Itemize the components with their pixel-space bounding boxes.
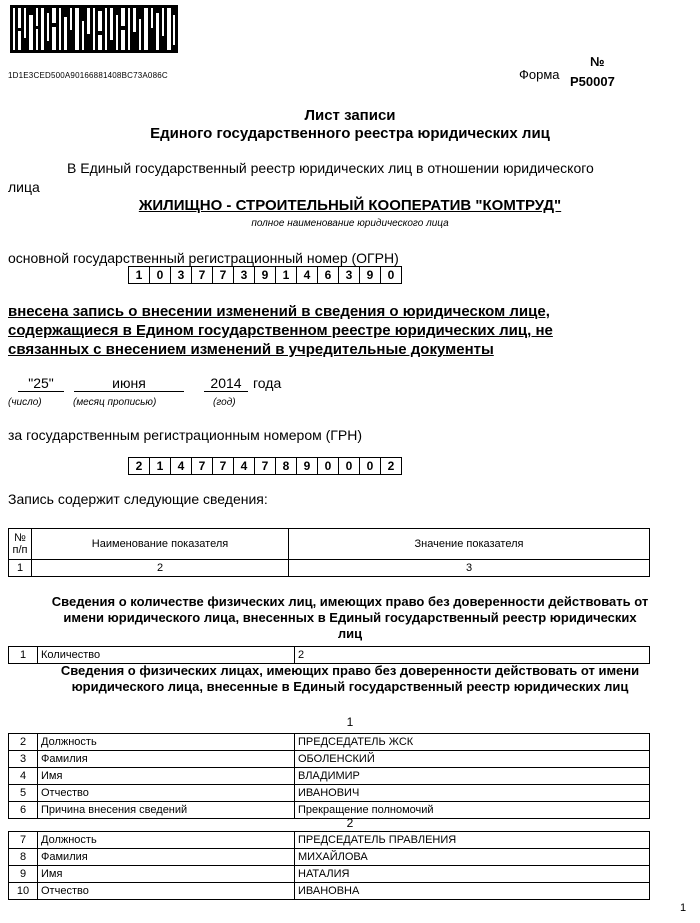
ogrn-digit: 7: [192, 267, 213, 283]
ogrn-digit: 1: [276, 267, 297, 283]
grn-digit: 0: [339, 458, 360, 474]
date-month: июня: [74, 375, 184, 392]
table-row: [9, 832, 650, 849]
grn-digit: 7: [255, 458, 276, 474]
grn-digit: 0: [318, 458, 339, 474]
table-row: [9, 785, 650, 802]
table-row: [9, 768, 650, 785]
entry-statement: внесена запись о внесении изменений в сведения о юридическом лице, содержащиеся в Едином государственном реестре юридических лиц, не связанных с внесением изменений в учредительные документы: [8, 303, 553, 358]
header-index-1: 1: [9, 560, 32, 577]
contains-label: Запись содержит следующие сведения:: [8, 491, 268, 507]
grn-digit: 0: [360, 458, 381, 474]
row-number: 9: [9, 866, 38, 883]
header-col-value: Значение показателя: [289, 529, 650, 560]
section-persons-title: Сведения о физических лицах, имеющих право без доверенности действовать от имени юридического лица, внесенные в Единый государственный реестр юридических лиц: [60, 663, 640, 694]
ogrn-digit: 3: [171, 267, 192, 283]
date-month-hint: (месяц прописью): [73, 397, 157, 408]
date-day: "25": [18, 375, 64, 392]
count-table: [8, 646, 650, 664]
date-suffix: года: [253, 375, 282, 391]
grn-digit: 8: [276, 458, 297, 474]
ogrn-digit: 6: [318, 267, 339, 283]
row-number: 6: [9, 802, 38, 819]
person-1-label: 1: [346, 715, 354, 729]
row-value: НАТАЛИЯ: [295, 866, 650, 883]
row-value: ПРЕДСЕДАТЕЛЬ ПРАВЛЕНИЯ: [295, 832, 650, 849]
row-name: Отчество: [38, 785, 295, 802]
grn-digit: 9: [297, 458, 318, 474]
grn-digit: 2: [129, 458, 150, 474]
ogrn-label: основной государственный регистрационный номер (ОГРН): [8, 250, 399, 266]
ogrn-digit: 3: [339, 267, 360, 283]
document-code: 1D1E3CED500A90166881408BC73A086C: [8, 71, 168, 80]
row-name: Имя: [38, 768, 295, 785]
header-index-3: 3: [289, 560, 650, 577]
page-title: Лист записи: [304, 107, 396, 124]
table-row: [9, 866, 650, 883]
row-number: 7: [9, 832, 38, 849]
row-name: Фамилия: [38, 751, 295, 768]
page-subtitle: Единого государственного реестра юридических лиц: [150, 125, 550, 142]
grn-digit: 1: [150, 458, 171, 474]
table-row: [9, 751, 650, 768]
row-number: 2: [9, 734, 38, 751]
ogrn-digit: 3: [234, 267, 255, 283]
row-name: Отчество: [38, 883, 295, 900]
table-row: [9, 849, 650, 866]
person-2-label: 2: [346, 816, 354, 830]
header-row: [9, 529, 650, 560]
organization-name: [0, 197, 700, 214]
header-table: [8, 528, 650, 577]
ogrn-digit: 0: [387, 268, 395, 282]
person-2-table: [8, 831, 650, 900]
table-row: [9, 883, 650, 900]
row-value: ИВАНОВИЧ: [295, 785, 650, 802]
grn-digit: 4: [171, 458, 192, 474]
row-number: 1: [9, 647, 38, 664]
row-number: 3: [9, 751, 38, 768]
row-name: Количество: [38, 647, 295, 664]
date-year-hint: (год): [213, 397, 236, 408]
header-col-number: № п/п: [9, 529, 32, 560]
grn-digit: 7: [192, 458, 213, 474]
intro-line-2: лица: [8, 179, 40, 195]
row-value: 2: [295, 647, 650, 664]
organization-name-text: ЖИЛИЩНО - СТРОИТЕЛЬНЫЙ КООПЕРАТИВ "КОМТРУД": [138, 197, 562, 214]
grn-digit: 7: [213, 458, 234, 474]
row-number: 5: [9, 785, 38, 802]
ogrn-digit: 9: [255, 267, 276, 283]
row-name: Должность: [38, 832, 295, 849]
header-col-name: Наименование показателя: [32, 529, 289, 560]
row-name: Имя: [38, 866, 295, 883]
header-index-row: [9, 560, 650, 577]
row-name: Должность: [38, 734, 295, 751]
table-row: [9, 734, 650, 751]
section-count-title: Сведения о количестве физических лиц, имеющих право без доверенности действовать от имени юридического лица, внесенных в Единый государственный реестр юридических лиц: [51, 594, 649, 641]
row-number: 10: [9, 883, 38, 900]
page-number: 1: [680, 902, 687, 914]
row-value: МИХАЙЛОВА: [295, 849, 650, 866]
barcode-image: [10, 5, 178, 53]
ogrn-digit: 0: [150, 267, 171, 283]
date-year: 2014: [204, 375, 248, 392]
row-value: ПРЕДСЕДАТЕЛЬ ЖСК: [295, 734, 650, 751]
form-number-sign: №: [590, 54, 605, 69]
row-value: ВЛАДИМИР: [295, 768, 650, 785]
organization-name-caption: полное наименование юридического лица: [251, 218, 449, 229]
row-number: 8: [9, 849, 38, 866]
table-row: [9, 647, 650, 664]
ogrn-digit: 4: [297, 267, 318, 283]
form-label: Форма: [519, 67, 560, 82]
date-day-hint: (число): [8, 397, 42, 408]
row-value: ОБОЛЕНСКИЙ: [295, 751, 650, 768]
ogrn-digit: 9: [360, 267, 381, 283]
person-1-table: [8, 733, 650, 819]
ogrn-digit: 1: [129, 267, 150, 283]
header-index-2: 2: [32, 560, 289, 577]
grn-label: за государственным регистрационным номером (ГРН): [8, 427, 362, 443]
grn-digit: 2: [387, 459, 395, 473]
ogrn-digit: 7: [213, 267, 234, 283]
row-number: 4: [9, 768, 38, 785]
ogrn-digits: [128, 266, 402, 284]
intro-line-1: В Единый государственный реестр юридических лиц в отношении юридического: [67, 160, 594, 176]
form-number: Р50007: [570, 74, 615, 89]
row-value: Прекращение полномочий: [295, 802, 650, 819]
row-value: ИВАНОВНА: [295, 883, 650, 900]
row-name: Фамилия: [38, 849, 295, 866]
grn-digit: 4: [234, 458, 255, 474]
row-name: Причина внесения сведений: [38, 802, 295, 819]
grn-digits: [128, 457, 402, 475]
